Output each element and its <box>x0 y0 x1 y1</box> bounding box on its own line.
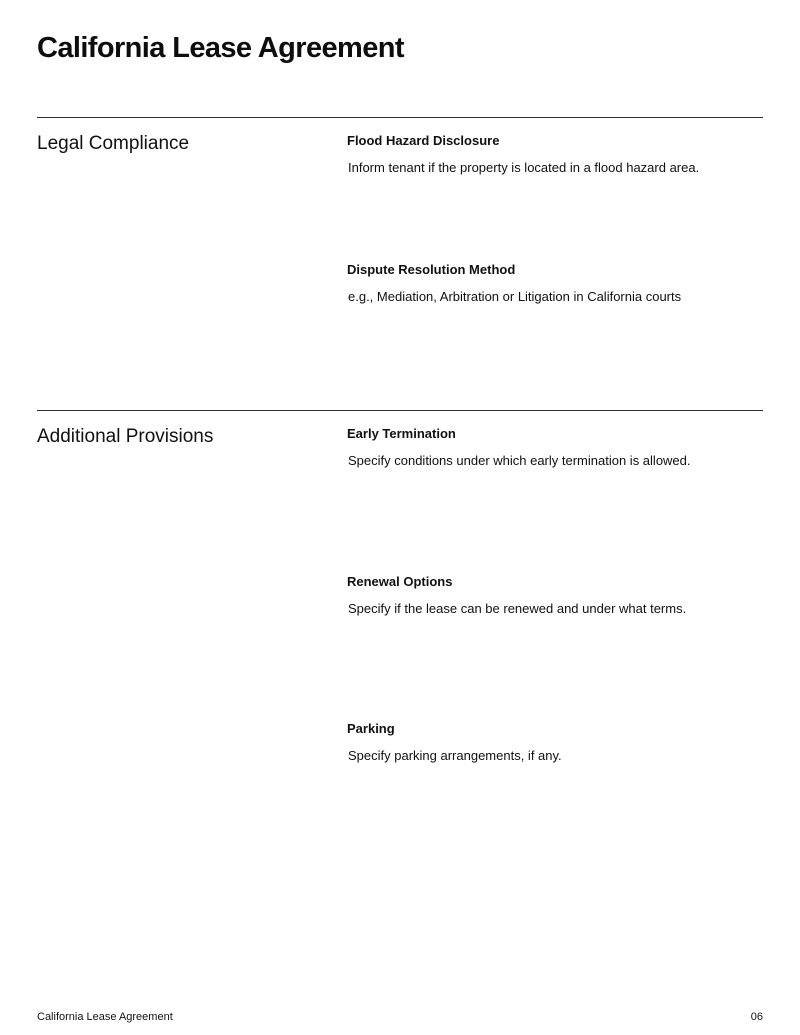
field-value: Specify conditions under which early termination is allowed. <box>348 453 691 468</box>
field-label: Early Termination <box>347 426 456 441</box>
field-label: Parking <box>347 721 395 736</box>
field-parking <box>347 720 763 765</box>
section-legal-compliance <box>37 117 763 408</box>
field-label: Renewal Options <box>347 574 453 589</box>
section-heading: Legal Compliance <box>37 133 190 154</box>
field-value: Specify if the lease can be renewed and under what terms. <box>348 601 687 616</box>
field-flood-hazard-disclosure <box>347 132 763 177</box>
field-label: Dispute Resolution Method <box>347 262 516 277</box>
footer-page-number: 06 <box>750 1011 763 1023</box>
field-value: Inform tenant if the property is located in a flood hazard area. <box>348 160 700 175</box>
field-renewal-options <box>347 573 763 618</box>
field-dispute-resolution-method <box>347 261 763 306</box>
field-value: Specify parking arrangements, if any. <box>348 748 562 763</box>
footer-document-name: California Lease Agreement <box>37 1011 173 1023</box>
field-early-termination <box>347 425 763 470</box>
field-label: Flood Hazard Disclosure <box>347 133 500 148</box>
section-heading: Additional Provisions <box>37 426 214 447</box>
document-title: California Lease Agreement <box>37 32 404 64</box>
section-additional-provisions <box>37 410 763 971</box>
field-value: e.g., Mediation, Arbitration or Litigation in California courts <box>348 289 682 304</box>
